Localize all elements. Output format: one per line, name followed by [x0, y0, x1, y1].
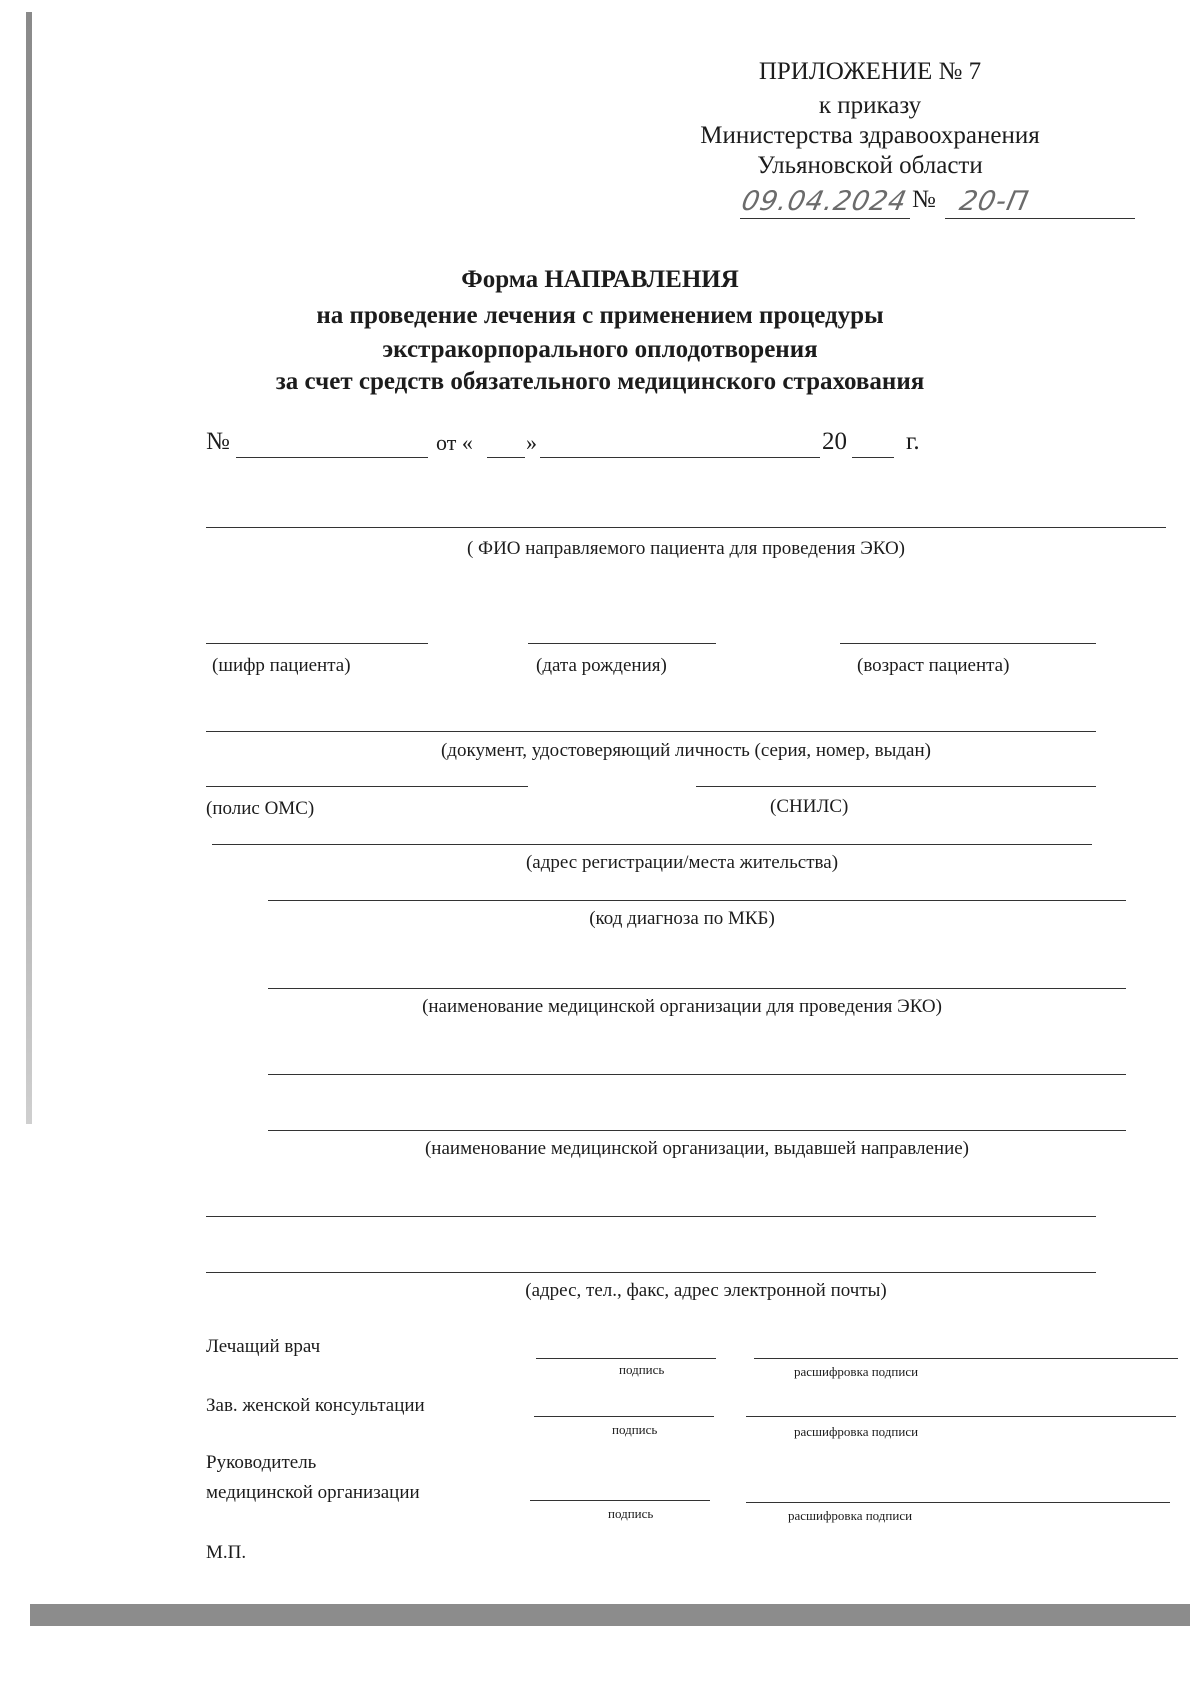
- birth-date-caption: (дата рождения): [536, 655, 667, 676]
- org-head-signature-caption: подпись: [608, 1506, 654, 1521]
- icd-code-caption: (код диагноза по МКБ): [589, 908, 775, 929]
- order-number-sign: №: [912, 186, 936, 213]
- stamp-label: М.П.: [206, 1542, 247, 1563]
- to-order-label: к приказу: [818, 92, 922, 119]
- org-head-signature-line: [530, 1500, 710, 1501]
- address-caption: (адрес регистрации/места жительства): [525, 852, 839, 873]
- appendix-number: ПРИЛОЖЕНИЕ № 7: [758, 58, 982, 85]
- scan-edge-bottom: [30, 1604, 1190, 1626]
- contacts-caption: (адрес, тел., факс, адрес электронной почты): [525, 1280, 887, 1301]
- form-subtitle-1: на проведение лечения с применением процедуры: [316, 302, 884, 329]
- contacts-line-1: [206, 1216, 1096, 1217]
- consultation-head-signature-caption: подпись: [612, 1422, 658, 1437]
- identity-document-caption: (документ, удостоверяющий личность (серия, номер, выдан): [440, 740, 931, 761]
- patient-name-caption: ( ФИО направляемого пациента для проведения ЭКО): [466, 538, 906, 559]
- consultation-head-decoding-line: [746, 1416, 1176, 1417]
- oms-policy-line: [206, 786, 528, 787]
- ivf-organization-line: [268, 988, 1126, 989]
- attending-doctor-decoding-line: [754, 1358, 1178, 1359]
- attending-doctor-signature-line: [536, 1358, 716, 1359]
- oms-policy-caption: (полис ОМС): [206, 798, 315, 819]
- org-head-label-2: медицинской организации: [206, 1482, 420, 1503]
- patient-age-line: [840, 643, 1096, 644]
- referral-from-label: от «: [436, 430, 473, 455]
- ivf-organization-extra-line: [268, 1074, 1126, 1075]
- referral-year-suffix: г.: [906, 428, 920, 455]
- form-subtitle-3: за счет средств обязательного медицинского страхования: [275, 368, 925, 395]
- scan-edge-left: [26, 12, 32, 1124]
- issuing-organization-caption: (наименование медицинской организации, выдавшей направление): [424, 1138, 970, 1159]
- birth-date-line: [528, 643, 716, 644]
- contacts-line-2: [206, 1272, 1096, 1273]
- snils-caption: (СНИЛС): [770, 796, 849, 817]
- order-number-line: [945, 218, 1135, 219]
- org-head-decoding-caption: расшифровка подписи: [788, 1508, 913, 1523]
- org-head-decoding-line: [746, 1502, 1170, 1503]
- order-number-handwritten: 20-П: [956, 186, 1032, 217]
- attending-doctor-signature-caption: подпись: [619, 1362, 665, 1377]
- consultation-head-signature-line: [534, 1416, 714, 1417]
- order-date-line: [740, 218, 910, 219]
- order-date-handwritten: 09.04.2024: [738, 186, 910, 217]
- ministry-label: Министерства здравоохранения: [700, 122, 1040, 149]
- org-head-label-1: Руководитель: [206, 1452, 317, 1473]
- ivf-organization-caption: (наименование медицинской организации для проведения ЭКО): [422, 996, 942, 1017]
- icd-code-line: [268, 900, 1126, 901]
- patient-name-line: [206, 527, 1166, 528]
- referral-number-sign: №: [206, 428, 230, 455]
- consultation-head-label: Зав. женской консультации: [206, 1395, 425, 1416]
- referral-year-prefix: 20: [822, 428, 847, 455]
- referral-close-quote: »: [526, 430, 537, 455]
- patient-code-caption: (шифр пациента): [212, 655, 351, 676]
- address-line: [212, 844, 1092, 845]
- snils-line: [696, 786, 1096, 787]
- issuing-organization-line: [268, 1130, 1126, 1131]
- region-label: Ульяновской области: [757, 152, 983, 179]
- referral-year-line: [852, 457, 894, 458]
- patient-age-caption: (возраст пациента): [857, 655, 1010, 676]
- referral-month-line: [540, 457, 820, 458]
- attending-doctor-label: Лечащий врач: [206, 1336, 321, 1357]
- referral-day-line: [487, 457, 525, 458]
- patient-code-line: [206, 643, 428, 644]
- form-title: Форма НАПРАВЛЕНИЯ: [461, 266, 739, 293]
- attending-doctor-decoding-caption: расшифровка подписи: [794, 1364, 919, 1379]
- referral-number-line: [236, 457, 428, 458]
- consultation-head-decoding-caption: расшифровка подписи: [794, 1424, 919, 1439]
- identity-document-line: [206, 731, 1096, 732]
- form-subtitle-2: экстракорпорального оплодотворения: [382, 336, 818, 363]
